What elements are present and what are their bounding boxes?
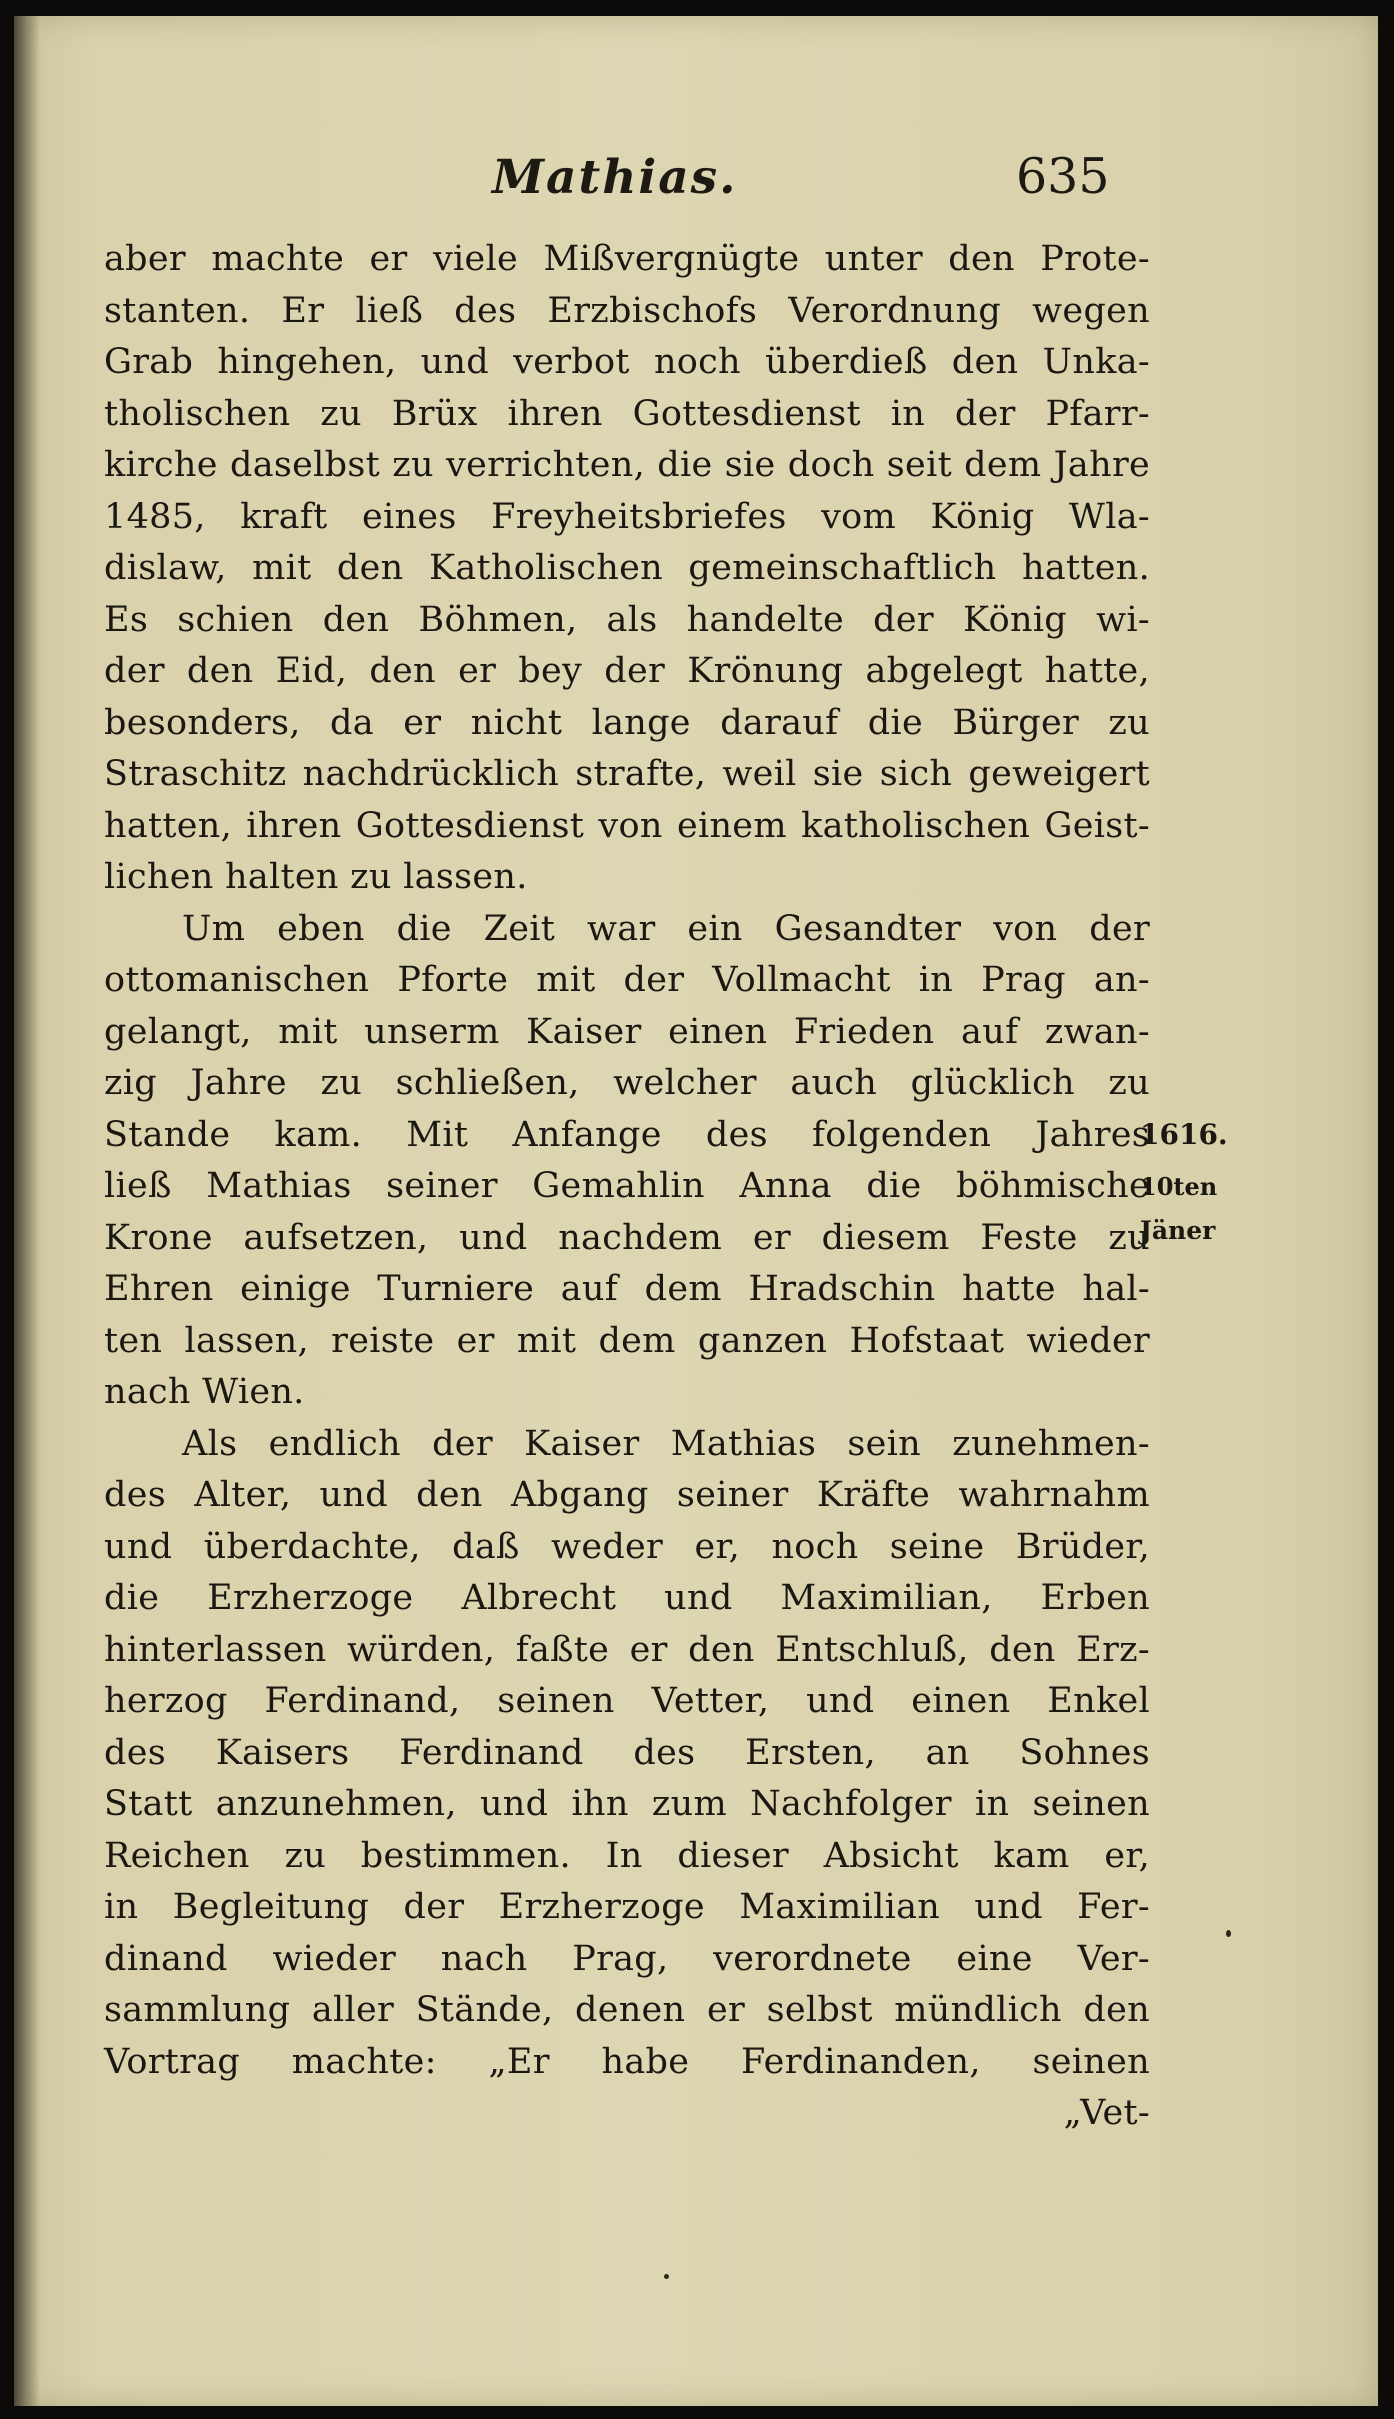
text-line: hinterlassen würden, faßte er den Entschluß, den Erz- xyxy=(104,1629,1150,1670)
text-line: stanten. Er ließ des Erzbischofs Verordnung wegen xyxy=(104,290,1150,331)
text-line: aber machte er viele Mißvergnügte unter den Prote- xyxy=(104,239,1150,279)
text-line: und überdachte, daß weder er, noch seine Brüder, xyxy=(104,1526,1150,1567)
paragraph-1 xyxy=(104,234,1150,904)
text-line: Es schien den Böhmen, als handelte der König wi- xyxy=(104,599,1150,640)
text-line: nach Wien. xyxy=(104,1372,305,1412)
body-text xyxy=(104,234,1150,2140)
text-line: Vortrag machte: „Er habe Ferdinanden, seinen xyxy=(104,2041,1150,2082)
text-line: Krone aufsetzen, und nachdem er diesem Feste zu xyxy=(104,1217,1150,1258)
text-line: ottomanischen Pforte mit der Vollmacht in Prag an- xyxy=(104,960,1150,1000)
text-line: Grab hingehen, und verbot noch überdieß den Unka- xyxy=(104,342,1150,382)
text-line: 1485, kraft eines Freyheitsbriefes vom König Wla- xyxy=(104,496,1150,537)
text-line: hatten, ihren Gottesdienst von einem katholischen Geist- xyxy=(104,805,1150,846)
catchword: „Vet- xyxy=(1063,2093,1150,2133)
page-number: 635 xyxy=(1016,148,1110,205)
text-line: Als endlich der Kaiser Mathias sein zunehmen- xyxy=(182,1423,1150,1464)
text-line: die Erzherzoge Albrecht und Maximilian, Erben xyxy=(104,1578,1150,1618)
text-line: Straschitz nachdrücklich strafte, weil sie sich geweigert xyxy=(104,754,1150,794)
text-line: Ehren einige Turniere auf dem Hradschin hatte hal- xyxy=(104,1269,1150,1309)
text-line: zig Jahre zu schließen, welcher auch glücklich zu xyxy=(104,1063,1150,1103)
text-line: gelangt, mit unserm Kaiser einen Frieden auf zwan- xyxy=(104,1011,1150,1052)
text-line: lichen halten zu lassen. xyxy=(104,857,528,897)
text-line: in Begleitung der Erzherzoge Maximilian und Fer- xyxy=(104,1887,1150,1927)
book-page xyxy=(14,16,1378,2406)
text-line: ten lassen, reiste er mit dem ganzen Hofstaat wieder xyxy=(104,1320,1150,1361)
text-line: sammlung aller Stände, denen er selbst mündlich den xyxy=(104,1990,1150,2030)
margin-note-year: 1616. xyxy=(1140,1118,1228,1151)
margin-note-day: 10ten xyxy=(1140,1172,1218,1201)
text-line: besonders, da er nicht lange darauf die Bürger zu xyxy=(104,702,1150,743)
text-line: des Alter, und den Abgang seiner Kräfte wahrnahm xyxy=(104,1475,1150,1515)
text-line: der den Eid, den er bey der Krönung abgelegt hatte, xyxy=(104,651,1150,691)
text-line: Stande kam. Mit Anfange des folgenden Jahres xyxy=(104,1114,1150,1155)
text-line: ließ Mathias seiner Gemahlin Anna die böhmische xyxy=(104,1166,1150,1206)
text-line: dislaw, mit den Katholischen gemeinschaftlich hatten. xyxy=(104,548,1150,588)
text-line: Reichen zu bestimmen. In dieser Absicht kam er, xyxy=(104,1835,1150,1876)
paragraph-3 xyxy=(104,1419,1150,2089)
ink-speck xyxy=(664,2274,669,2279)
text-line: des Kaisers Ferdinand des Ersten, an Sohnes xyxy=(104,1732,1150,1773)
text-line: herzog Ferdinand, seinen Vetter, und einen Enkel xyxy=(104,1681,1150,1721)
text-line: Statt anzunehmen, und ihn zum Nachfolger in seinen xyxy=(104,1784,1150,1824)
text-line: Um eben die Zeit war ein Gesandter von der xyxy=(182,908,1150,949)
text-line: tholischen zu Brüx ihren Gottesdienst in der Pfarr- xyxy=(104,393,1150,434)
page-gutter-shadow xyxy=(14,16,40,2406)
text-line: kirche daselbst zu verrichten, die sie doch seit dem Jahre xyxy=(104,445,1150,485)
running-title: Mathias. xyxy=(492,150,738,205)
page-header xyxy=(14,134,1378,204)
margin-note-month: Jäner xyxy=(1140,1216,1216,1245)
text-line: dinand wieder nach Prag, verordnete eine Ver- xyxy=(104,1938,1150,1979)
paragraph-2 xyxy=(104,904,1150,1419)
ink-speck xyxy=(1226,1930,1231,1937)
